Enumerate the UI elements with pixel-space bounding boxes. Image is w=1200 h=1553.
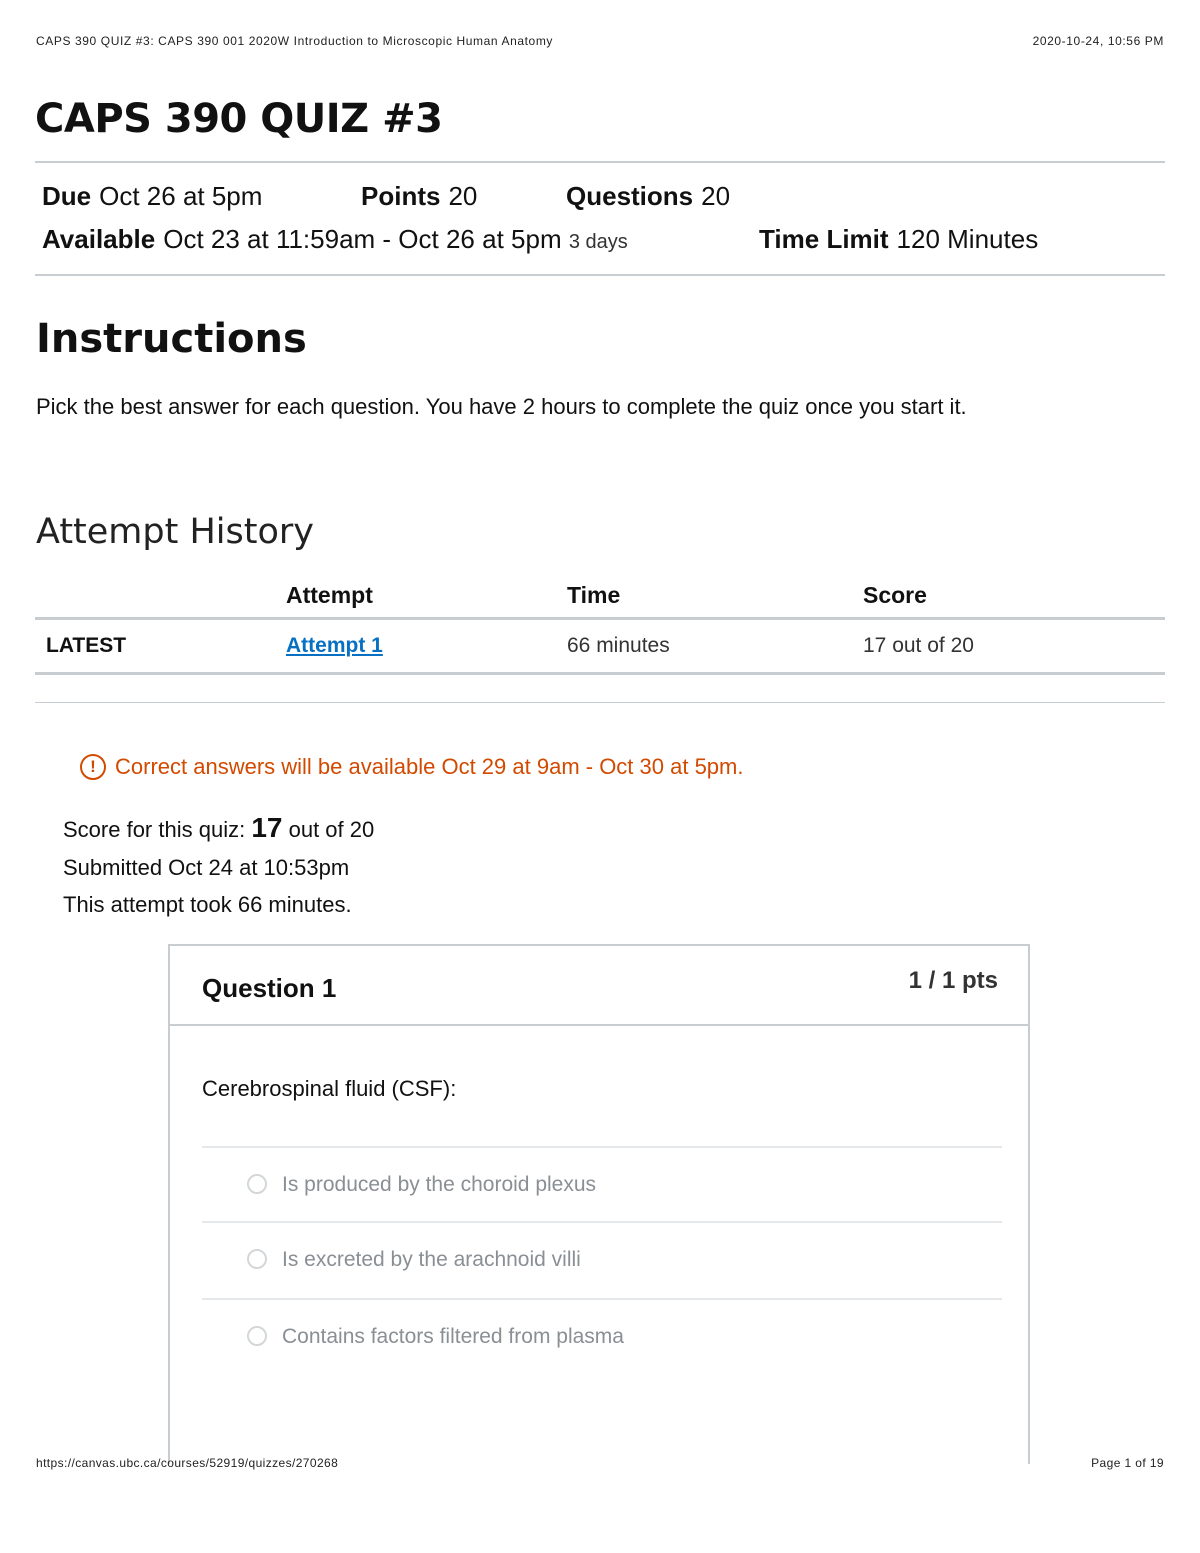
questions-info bbox=[566, 181, 730, 212]
notice-text: Correct answers will be available Oct 29 at 9am - Oct 30 at 5pm. bbox=[115, 754, 744, 779]
question-title: Question 1 bbox=[202, 973, 337, 1003]
answer-text: Is produced by the choroid plexus bbox=[282, 1173, 597, 1196]
score-prefix: Score for this quiz: bbox=[63, 817, 246, 842]
print-header-title: CAPS 390 QUIZ #3: CAPS 390 001 2020W Introduction to Microscopic Human Anatomy bbox=[36, 34, 554, 48]
column-header-score: Score bbox=[863, 578, 1165, 619]
due-value: Oct 26 at 5pm bbox=[99, 181, 263, 211]
radio-button-icon bbox=[247, 1249, 267, 1269]
attempt-cell bbox=[286, 619, 567, 674]
instructions-text: Pick the best answer for each question. You have 2 hours to complete the quiz once you start it. bbox=[36, 394, 967, 419]
alert-circle-icon: ! bbox=[80, 754, 106, 780]
instructions-heading: Instructions bbox=[36, 316, 307, 362]
answer-text: Contains factors filtered from plasma bbox=[282, 1325, 624, 1348]
attempt-status-latest: LATEST bbox=[35, 619, 286, 674]
available-label: Available bbox=[42, 224, 156, 254]
column-header-attempt: Attempt bbox=[286, 578, 567, 619]
print-footer bbox=[36, 1456, 1164, 1470]
questions-label: Questions bbox=[566, 181, 694, 211]
print-header-datetime: 2020-10-24, 10:56 PM bbox=[1032, 34, 1164, 48]
question-card bbox=[168, 944, 1030, 1464]
attempt-history-table bbox=[35, 578, 1165, 675]
print-header bbox=[36, 34, 1164, 48]
attempt-history-heading: Attempt History bbox=[36, 512, 314, 552]
available-value: Oct 23 at 11:59am - Oct 26 at 5pm bbox=[163, 224, 562, 254]
table-header-row bbox=[35, 578, 1165, 619]
divider bbox=[35, 274, 1165, 276]
page-title: CAPS 390 QUIZ #3 bbox=[35, 96, 443, 142]
radio-button-icon bbox=[247, 1326, 267, 1346]
answer-option bbox=[202, 1298, 1002, 1373]
score-suffix: out of 20 bbox=[288, 817, 375, 842]
due-info bbox=[42, 181, 262, 212]
submitted-time: Submitted Oct 24 at 10:53pm bbox=[63, 855, 350, 880]
question-points: 1 / 1 pts bbox=[908, 967, 998, 994]
attempt-time-cell: 66 minutes bbox=[567, 619, 863, 674]
attempt-score-cell: 17 out of 20 bbox=[863, 619, 1165, 674]
page-url: https://canvas.ubc.ca/courses/52919/quizzes/270268 bbox=[36, 1456, 339, 1470]
answer-option bbox=[202, 1146, 1002, 1221]
due-label: Due bbox=[42, 181, 92, 211]
time-limit-label: Time Limit bbox=[759, 224, 889, 254]
questions-value: 20 bbox=[701, 181, 731, 211]
points-value: 20 bbox=[448, 181, 478, 211]
correct-answers-notice bbox=[80, 754, 743, 780]
attempt-duration: This attempt took 66 minutes. bbox=[63, 892, 352, 917]
points-info bbox=[361, 181, 477, 212]
answer-text: Is excreted by the arachnoid villi bbox=[282, 1248, 581, 1271]
time-limit-value: 120 Minutes bbox=[896, 224, 1039, 254]
time-limit-info bbox=[759, 224, 1038, 255]
column-header-time: Time bbox=[567, 578, 863, 619]
question-text: Cerebrospinal fluid (CSF): bbox=[202, 1076, 457, 1101]
answer-option bbox=[202, 1221, 1002, 1296]
score-value: 17 bbox=[251, 812, 283, 843]
quiz-score bbox=[63, 812, 374, 844]
available-info bbox=[42, 224, 628, 255]
divider bbox=[35, 702, 1165, 703]
attempt-1-link[interactable]: Attempt 1 bbox=[286, 634, 383, 657]
points-label: Points bbox=[361, 181, 441, 211]
page-number: Page 1 of 19 bbox=[1091, 1456, 1164, 1470]
question-header bbox=[170, 946, 1028, 1026]
available-duration: 3 days bbox=[568, 231, 628, 253]
radio-button-icon bbox=[247, 1174, 267, 1194]
table-row bbox=[35, 619, 1165, 674]
divider bbox=[35, 161, 1165, 163]
column-header bbox=[35, 578, 286, 619]
